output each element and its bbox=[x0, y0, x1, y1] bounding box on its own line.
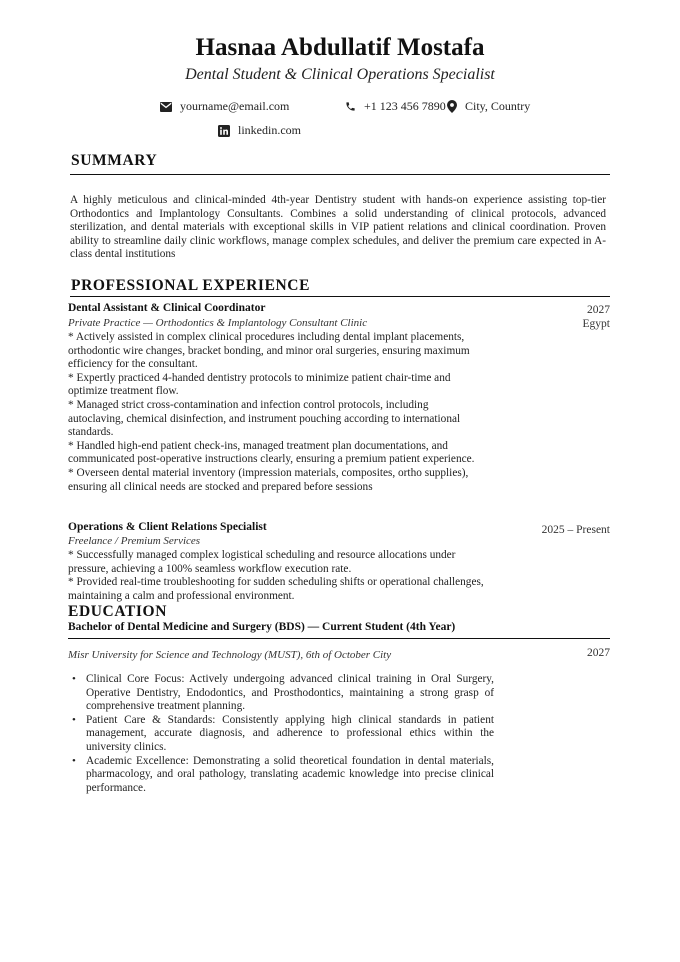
education-bullets bbox=[72, 673, 494, 795]
phone-icon bbox=[345, 101, 356, 112]
candidate-headline: Dental Student & Clinical Operations Specialist bbox=[185, 66, 495, 83]
experience-divider bbox=[70, 296, 610, 297]
job-title: Dental Assistant & Clinical Coordinator bbox=[68, 302, 266, 314]
education-divider bbox=[68, 638, 610, 639]
job-bullet: * Expertly practiced 4-handed dentistry protocols to minimize patient chair-time and optimize treatment flow. bbox=[68, 371, 451, 398]
job-organization: Freelance / Premium Services bbox=[68, 535, 201, 547]
map-pin-icon bbox=[447, 100, 457, 113]
job-date: 2027 bbox=[587, 304, 610, 316]
contact-location bbox=[447, 99, 530, 114]
location-text: City, Country bbox=[465, 99, 531, 113]
education-bullet bbox=[72, 714, 494, 755]
job-bullets bbox=[68, 331, 483, 494]
job-bullet: * Actively assisted in complex clinical procedures including dental implant placements, orthodontic wire changes, bracket bonding, and minor oral surgeries, ensuring maximum efficiency for the consultant. bbox=[68, 331, 470, 371]
job-bullet: * Handled high-end patient check-ins, managed treatment plan documentations, and communicated post-operative instructions clearly, ensuring a premium patient experience. bbox=[68, 439, 475, 466]
contact-phone[interactable] bbox=[345, 99, 446, 114]
summary-text: A highly meticulous and clinical-minded 4th-year Dentistry student with hands-on experience assisting top-tier Orthodontics and Implantology Consultants. Combines a solid understanding of clinical protocols, advanced sterilization, and dental materials with exceptional skills in VIP patient relations and clinical coordination. Proven ability to streamline daily clinic workflows, manage complex schedules, and deliver the premium care expected in A-class dental institutions bbox=[70, 194, 606, 261]
education-date: 2027 bbox=[587, 647, 610, 659]
email-text: yourname@email.com bbox=[180, 99, 290, 113]
job-title: Operations & Client Relations Specialist bbox=[68, 521, 267, 533]
phone-text: +1 123 456 7890 bbox=[364, 99, 446, 113]
linkedin-text: linkedin.com bbox=[238, 123, 301, 137]
contact-linkedin[interactable] bbox=[218, 123, 301, 138]
degree-title: Bachelor of Dental Medicine and Surgery (BDS) — Current Student (4th Year) bbox=[68, 621, 456, 633]
job-bullet: * Provided real-time troubleshooting for sudden scheduling shifts or operational challenges, maintaining a calm and professional environment. bbox=[68, 576, 484, 602]
job-bullet: * Successfully managed complex logistical scheduling and resource allocations under pressure, achieving a 100% seamless workflow execution rate. bbox=[68, 549, 456, 575]
bullet-dot-icon: • bbox=[72, 673, 76, 685]
education-bullet bbox=[72, 673, 494, 714]
job-bullet: * Overseen dental material inventory (impression materials, composites, ortho supplies), ensuring all clinical needs are stocked and prepared before sessions bbox=[68, 466, 469, 493]
bullet-dot-icon: • bbox=[72, 754, 76, 767]
education-bullet-text: Academic Excellence: Demonstrating a solid theoretical foundation in dental materials, pharmacology, and oral pathology, translating academic knowledge into precise clinical performance. bbox=[86, 754, 494, 794]
job-date: 2025 – Present bbox=[541, 524, 610, 536]
linkedin-icon bbox=[218, 125, 230, 137]
job-bullets bbox=[68, 549, 488, 603]
summary-divider bbox=[70, 174, 610, 175]
bullet-dot-icon: • bbox=[72, 713, 76, 726]
school-name: Misr University for Science and Technology (MUST), 6th of October City bbox=[68, 649, 392, 661]
experience-heading: PROFESSIONAL EXPERIENCE bbox=[71, 277, 311, 294]
education-bullet-text: Clinical Core Focus: Actively undergoing advanced clinical training in Oral Surgery, Operative Dentistry, Endodontics, and Prosthodontics, maintaining a strong grasp of comprehensive treatment planning. bbox=[86, 673, 494, 713]
envelope-icon bbox=[160, 102, 172, 112]
job-organization: Private Practice — Orthodontics & Implantology Consultant Clinic bbox=[68, 317, 368, 329]
summary-heading: SUMMARY bbox=[71, 152, 158, 169]
education-bullet bbox=[72, 755, 494, 796]
education-bullet-text: Patient Care & Standards: Consistently applying high clinical standards in patient management, accurate diagnosis, and adherence to professional ethics within the university clinics. bbox=[86, 713, 494, 753]
candidate-name: Hasnaa Abdullatif Mostafa bbox=[195, 34, 485, 61]
contact-email[interactable] bbox=[160, 99, 289, 114]
job-bullet: * Managed strict cross-contamination and infection control protocols, including autoclaving, chemical disinfection, and instrument pouching according to international standards. bbox=[68, 398, 461, 439]
job-location: Egypt bbox=[582, 318, 610, 330]
education-heading: EDUCATION bbox=[68, 603, 167, 620]
